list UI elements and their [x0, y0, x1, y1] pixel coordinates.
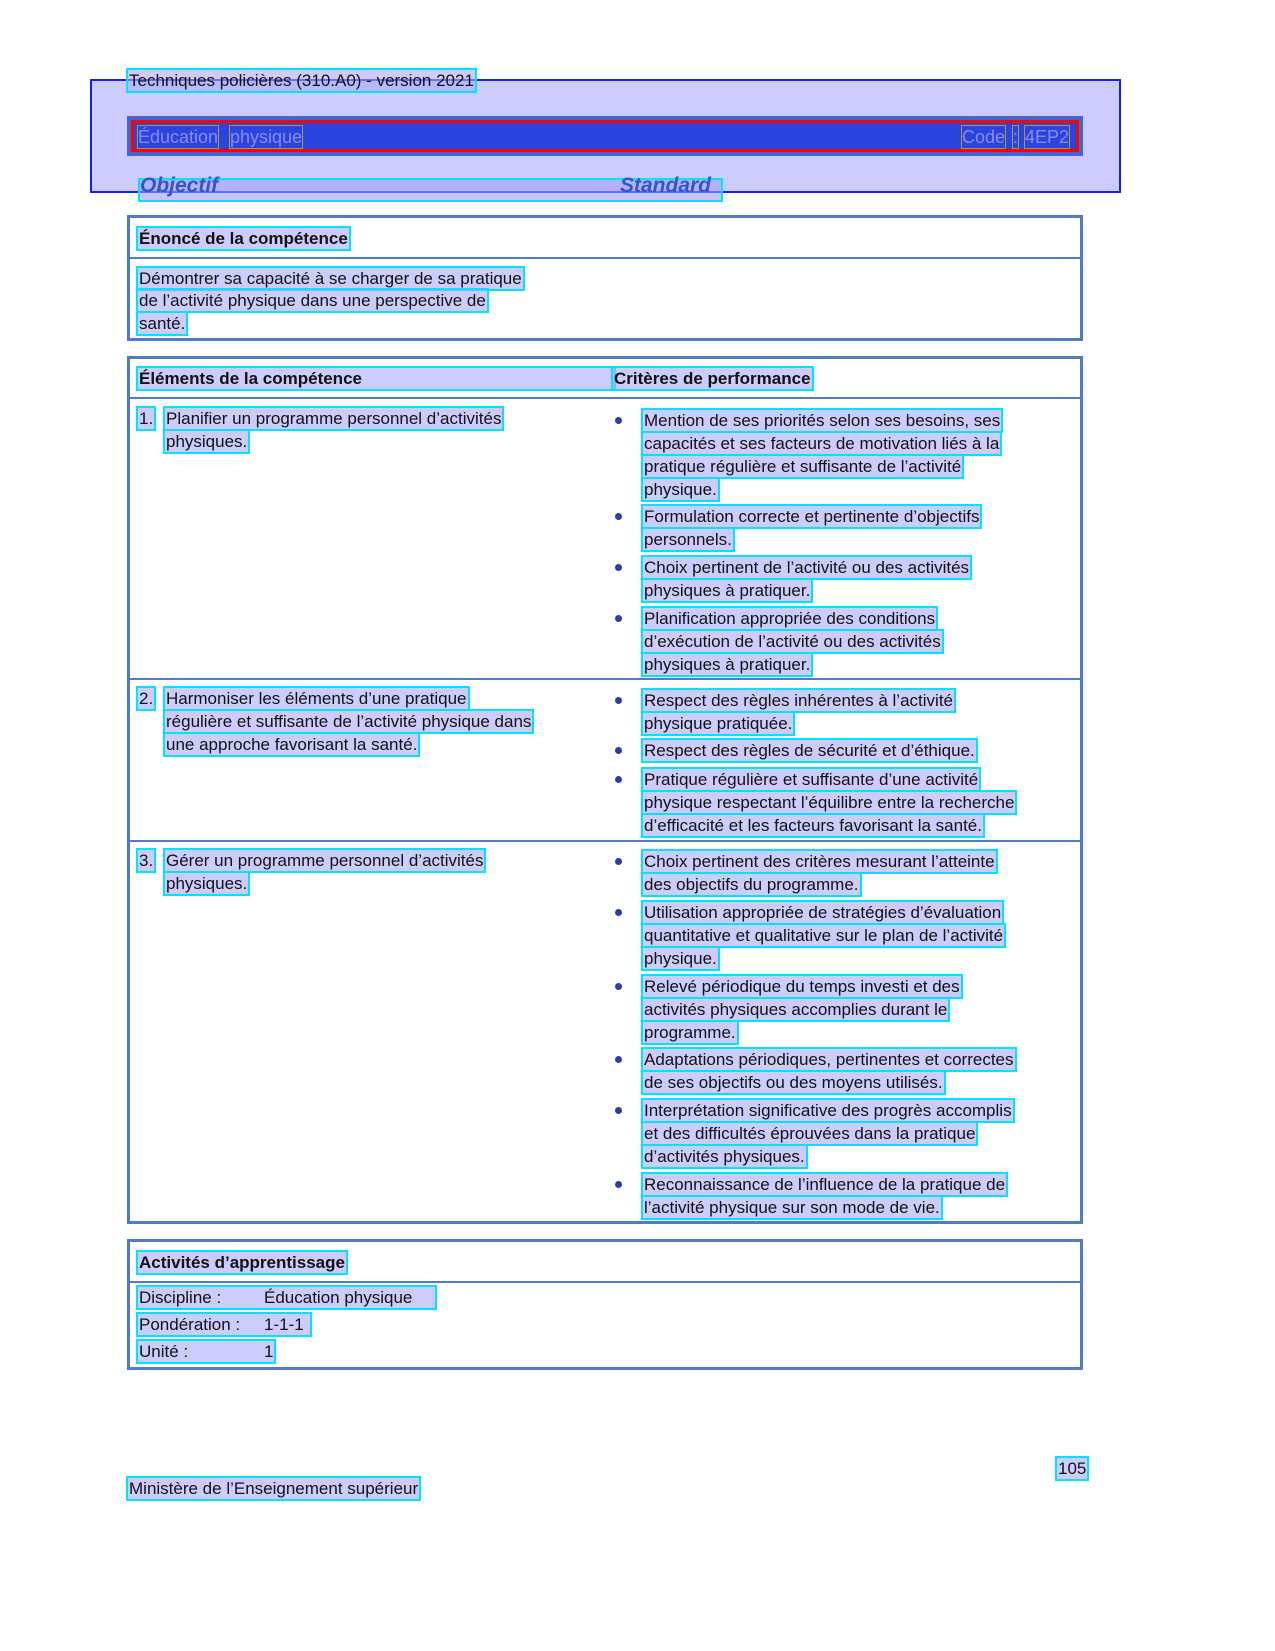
objectif-label: Objectif [140, 174, 219, 197]
criterion-line: Reconnaissance de l’influence de la pratique de [644, 1175, 1006, 1194]
unite-field [138, 1341, 274, 1362]
element-text-line: Gérer un programme personnel d’activités [166, 851, 484, 870]
criterion-line: physiques à pratiquer. [644, 581, 811, 600]
code-separator: : [1013, 127, 1019, 147]
footer-ministry: Ministère de l’Enseignement supérieur [129, 1479, 419, 1498]
criterion-line: capacités et ses facteurs de motivation liés à la [644, 434, 1000, 453]
element-text-line: régulière et suffisante de l’activité physique dans [166, 712, 532, 731]
divider [127, 257, 1083, 259]
enonce-line: de l’activité physique dans une perspective de [139, 291, 486, 310]
enonce-line: santé. [139, 314, 186, 333]
criterion-line: Mention de ses priorités selon ses besoins, ses [644, 411, 1001, 430]
bullet-icon [615, 858, 622, 865]
course-title-word2: physique [230, 127, 303, 147]
criterion-line: Formulation correcte et pertinente d’objectifs [644, 507, 980, 526]
divider [127, 397, 1083, 399]
criterion-line: physique respectant l’équilibre entre la recherche [644, 793, 1015, 812]
criterion-line: d’efficacité et les facteurs favorisant la santé. [644, 816, 982, 835]
bullet-icon [615, 615, 622, 622]
element-text-line: une approche favorisant la santé. [166, 735, 418, 754]
criterion-line: physique. [644, 949, 717, 968]
criterion-line: Choix pertinent des critères mesurant l’atteinte [644, 852, 995, 871]
enonce-line: Démontrer sa capacité à se charger de sa pratique [139, 269, 522, 288]
discipline-field [138, 1287, 435, 1308]
criterion-line: Choix pertinent de l’activité ou des activités [644, 558, 970, 577]
divider [127, 1281, 1083, 1283]
bullet-icon [615, 697, 622, 704]
element-text-line: Planifier un programme personnel d’activités [166, 409, 502, 428]
criterion-line: Adaptations périodiques, pertinentes et correctes [644, 1050, 1014, 1069]
criterion-line: pratique régulière et suffisante de l’activité [644, 457, 962, 476]
course-title-word1: Éducation [138, 127, 219, 147]
element-text-line: physiques. [166, 432, 248, 451]
criterion-line: l’activité physique sur son mode de vie. [644, 1198, 940, 1217]
bullet-icon [615, 1056, 622, 1063]
enonce-heading: Énoncé de la compétence [139, 229, 348, 248]
row-divider [127, 678, 1083, 680]
criterion-line: d’activités physiques. [644, 1147, 805, 1166]
criterion-line: Relevé périodique du temps investi et des [644, 977, 960, 996]
criterion-line: activités physiques accomplies durant le [644, 1000, 948, 1019]
activites-heading: Activités d’apprentissage [139, 1253, 345, 1272]
ponderation-field [138, 1314, 310, 1335]
discipline-label: Discipline : [139, 1288, 222, 1307]
page-number: 105 [1058, 1459, 1087, 1478]
criterion-line: Utilisation appropriée de stratégies d’évaluation [644, 903, 1002, 922]
bullet-icon [615, 776, 622, 783]
element-text-line: physiques. [166, 874, 248, 893]
criterion-line: physique. [644, 480, 717, 499]
element-number: 2. [139, 689, 154, 708]
criteria-heading: Critères de performance [614, 369, 811, 388]
elements-table [127, 356, 1083, 1224]
criterion-line: physique pratiquée. [644, 714, 793, 733]
criterion-line: Interprétation significative des progrès accomplis [644, 1101, 1012, 1120]
course-code: 4EP2 [1025, 127, 1070, 147]
criterion-line: d’exécution de l’activité ou des activités [644, 632, 941, 651]
unite-label: Unité : [139, 1342, 189, 1361]
element-number: 1. [139, 409, 154, 428]
ponderation-label: Pondération : [139, 1315, 241, 1334]
bullet-icon [615, 983, 622, 990]
bullet-icon [615, 1107, 622, 1114]
element-number: 3. [139, 851, 154, 870]
elements-heading: Éléments de la compétence [138, 368, 614, 389]
element-text-line: Harmoniser les éléments d’une pratique [166, 689, 467, 708]
ponderation-value: 1-1-1 [264, 1315, 304, 1334]
criterion-line: physiques à pratiquer. [644, 655, 811, 674]
criterion-line: des objectifs du programme. [644, 875, 859, 894]
criterion-line: Respect des règles inhérentes à l’activité [644, 691, 953, 710]
bullet-icon [615, 417, 622, 424]
standard-label: Standard [620, 174, 712, 197]
unite-value: 1 [264, 1342, 274, 1361]
criterion-line: et des difficultés éprouvées dans la pratique [644, 1124, 976, 1143]
criterion-line: Respect des règles de sécurité et d’éthique. [644, 741, 975, 760]
criterion-line: personnels. [644, 530, 732, 549]
bullet-icon [615, 1181, 622, 1188]
row-divider [127, 840, 1083, 842]
criterion-line: quantitative et qualitative sur le plan de l’activité [644, 926, 1004, 945]
program-header: Techniques policières (310.A0) - version 2021 [129, 71, 474, 90]
code-label: Code [962, 127, 1006, 147]
bullet-icon [615, 564, 622, 571]
bullet-icon [615, 909, 622, 916]
criterion-line: Planification appropriée des conditions [644, 609, 936, 628]
criterion-line: Pratique régulière et suffisante d’une activité [644, 770, 979, 789]
discipline-value: Éducation physique [264, 1288, 413, 1307]
bullet-icon [615, 513, 622, 520]
bullet-icon [615, 747, 622, 754]
criterion-line: de ses objectifs ou des moyens utilisés. [644, 1073, 943, 1092]
criterion-line: programme. [644, 1023, 736, 1042]
